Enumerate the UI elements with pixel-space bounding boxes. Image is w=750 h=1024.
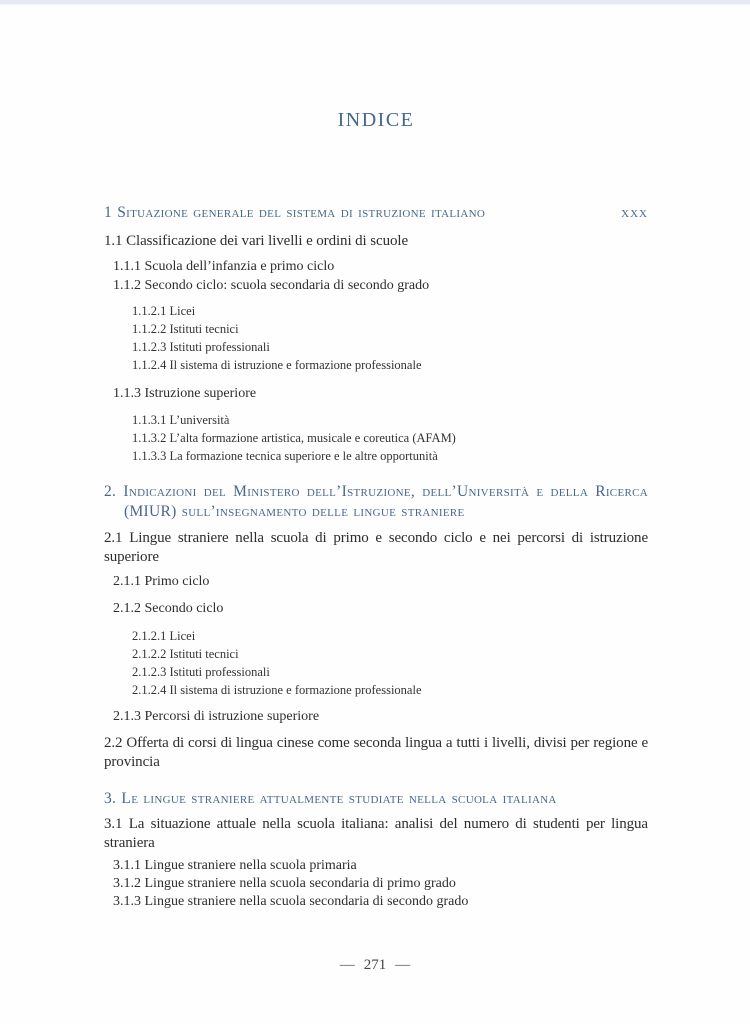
toc-entry-1-1-3-1: 1.1.3.1 L’università <box>132 413 230 427</box>
toc-entry-1-1-2: 1.1.2 Secondo ciclo: scuola secondaria di secondo grado <box>113 278 430 293</box>
toc-entry-2-1-2-3: 2.1.2.3 Istituti professionali <box>132 665 270 679</box>
toc-entry-1-1-2-4: 1.1.2.4 Il sistema di istruzione e formazione professionale <box>132 358 422 372</box>
toc-entry-1-1-2-3: 1.1.2.3 Istituti professionali <box>132 340 270 354</box>
toc-entry-2-2: 2.2 Offerta di corsi di lingua cinese come seconda lingua a tutti i livelli, divisi per regione e provincia <box>104 735 648 770</box>
toc-entry-3-1-2: 3.1.2 Lingue straniere nella scuola secondaria di primo grado <box>113 876 456 891</box>
page-number: 271 <box>363 957 387 973</box>
chapter-title: Indicazioni del Ministero dell’Istruzione, dell’Università e della Ricerca (MIUR) sull’insegnamento delle lingue straniere <box>123 483 648 520</box>
toc-chapter-3 <box>104 789 648 809</box>
toc-entry-2-1-2-1: 2.1.2.1 Licei <box>132 629 196 643</box>
chapter-number: 3. <box>104 790 117 807</box>
toc-entry-1-1-2-2: 1.1.2.2 Istituti tecnici <box>132 322 239 336</box>
page-footer <box>0 957 750 974</box>
toc-chapter-1 <box>104 203 648 223</box>
chapter-number: 2. <box>104 483 117 500</box>
chapter-page-ref: xxx <box>621 204 648 221</box>
toc-entry-1-1-3: 1.1.3 Istruzione superiore <box>113 386 257 401</box>
chapter-number: 1 <box>104 204 113 221</box>
toc-entry-3-1-1: 3.1.1 Lingue straniere nella scuola primaria <box>113 858 357 873</box>
toc-entry-2-1-2-2: 2.1.2.2 Istituti tecnici <box>132 647 239 661</box>
toc-entry-3-1-3: 3.1.3 Lingue straniere nella scuola secondaria di secondo grado <box>113 894 469 909</box>
toc-entry-2-1-2-4: 2.1.2.4 Il sistema di istruzione e formazione professionale <box>132 683 422 697</box>
footer-dash-right: — <box>395 957 411 973</box>
footer-dash-left: — <box>339 957 355 973</box>
toc-entry-1-1-3-2: 1.1.3.2 L’alta formazione artistica, musicale e coreutica (AFAM) <box>132 431 456 445</box>
chapter-title: Le lingue straniere attualmente studiate nella scuola italiana <box>121 790 557 807</box>
toc-entry-1-1-3-3: 1.1.3.3 La formazione tecnica superiore e le altre opportunità <box>132 449 438 463</box>
toc-entry-2-1-3: 2.1.3 Percorsi di istruzione superiore <box>113 709 320 724</box>
toc-entry-2-1: 2.1 Lingue straniere nella scuola di primo e secondo ciclo e nei percorsi di istruzione superiore <box>104 530 648 565</box>
page-title: INDICE <box>337 109 415 131</box>
toc-entry-2-1-2: 2.1.2 Secondo ciclo <box>113 601 224 616</box>
toc-entry-3-1: 3.1 La situazione attuale nella scuola italiana: analisi del numero di studenti per lingua straniera <box>104 816 648 851</box>
toc-entry-2-1-1: 2.1.1 Primo ciclo <box>113 574 210 589</box>
chapter-title: Situazione generale del sistema di istruzione italiano <box>117 204 486 221</box>
page-top-edge <box>0 0 750 5</box>
toc-entry-1-1-1: 1.1.1 Scuola dell’infanzia e primo ciclo <box>113 259 335 274</box>
toc-entry-1-1: 1.1 Classificazione dei vari livelli e ordini di scuole <box>104 233 408 249</box>
toc-entry-1-1-2-1: 1.1.2.1 Licei <box>132 304 196 318</box>
toc-chapter-2 <box>104 482 648 522</box>
